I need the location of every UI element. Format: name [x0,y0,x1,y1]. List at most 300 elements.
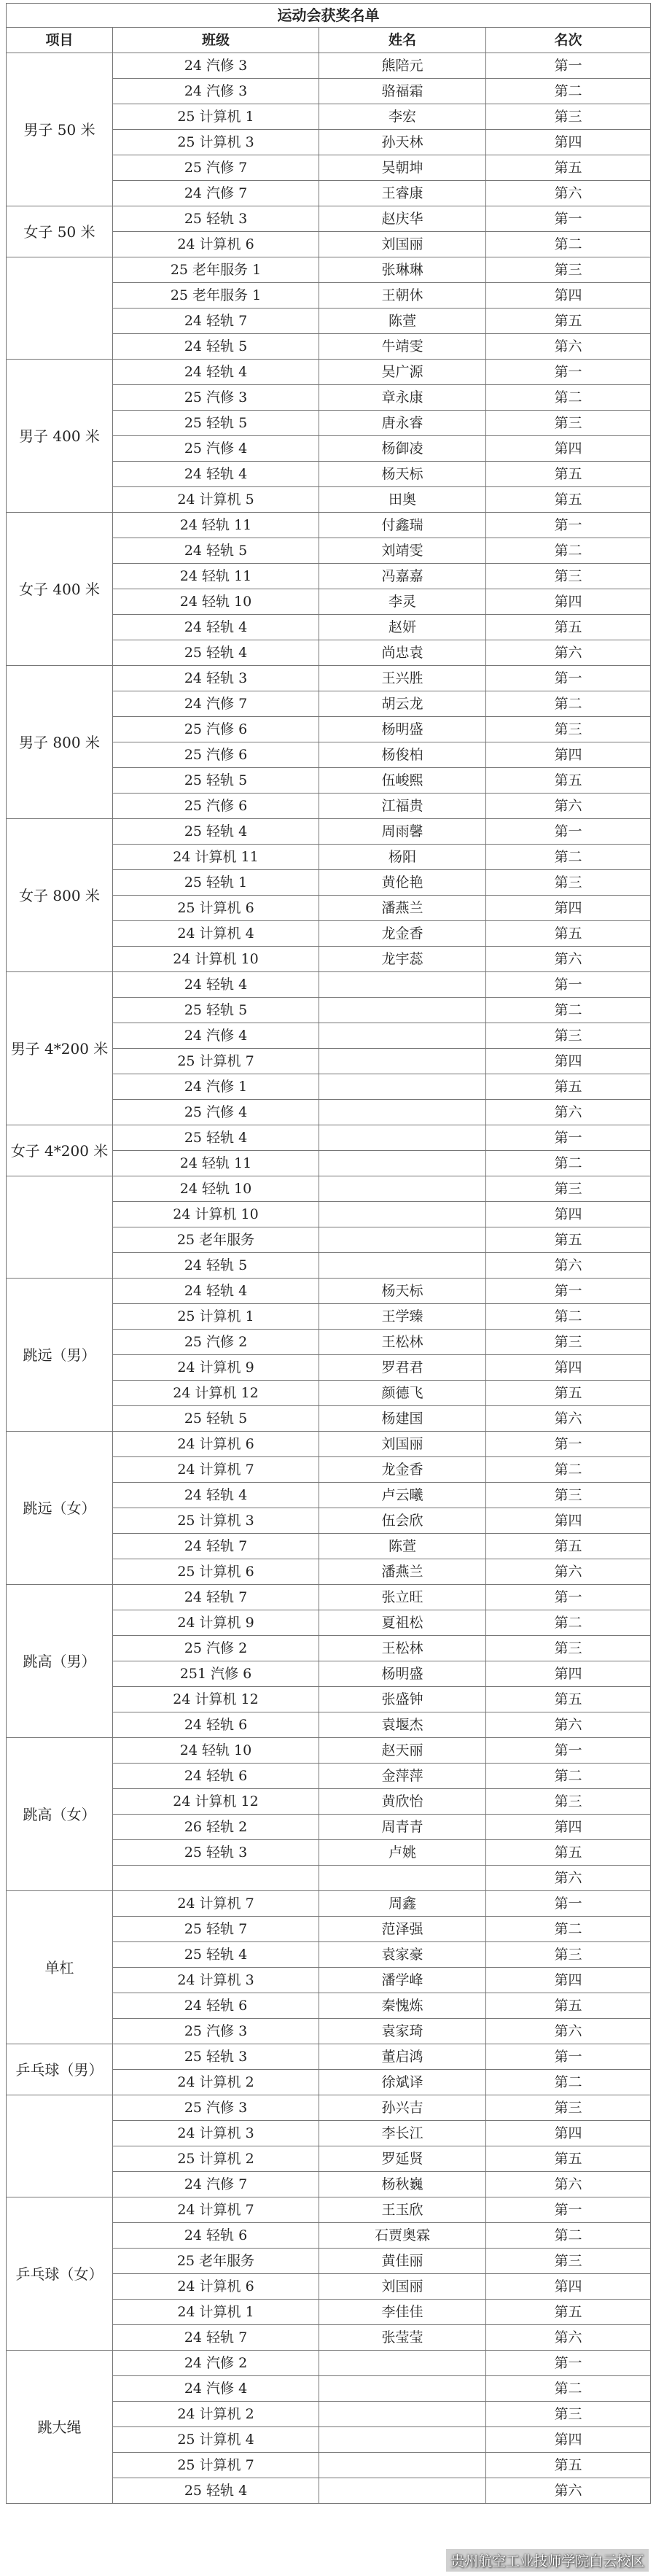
event-name-cell: 男子 800 米 [7,666,113,819]
class-cell: 24 计算机 12 [113,1687,319,1712]
student-name-cell [319,1125,486,1151]
rank-cell: 第一 [486,1125,651,1151]
class-cell: 25 计算机 6 [113,896,319,921]
table-row [7,2095,651,2121]
table-row [7,2351,651,2376]
rank-cell: 第三 [486,1176,651,1202]
rank-cell: 第五 [486,615,651,640]
rank-cell: 第一 [486,666,651,691]
rank-cell: 第二 [486,2223,651,2249]
class-cell: 24 轻轨 6 [113,1764,319,1789]
class-cell: 25 汽修 4 [113,1100,319,1125]
rank-cell: 第二 [486,845,651,870]
student-name-cell: 范泽强 [319,1917,486,1942]
student-name-cell: 袁家琦 [319,2019,486,2044]
student-name-cell: 黄欣怡 [319,1789,486,1815]
student-name-cell: 杨天标 [319,1279,486,1304]
rank-cell: 第一 [486,206,651,232]
student-name-cell: 冯嘉嘉 [319,564,486,589]
class-cell: 24 计算机 6 [113,232,319,257]
class-cell: 25 轻轨 1 [113,870,319,896]
student-name-cell [319,1227,486,1253]
class-cell: 24 计算机 5 [113,487,319,513]
student-name-cell: 罗延贤 [319,2146,486,2172]
rank-cell: 第三 [486,1789,651,1815]
rank-cell: 第三 [486,1483,651,1508]
student-name-cell: 赵天丽 [319,1738,486,1764]
event-name-cell: 乒乓球（女） [7,2197,113,2351]
student-name-cell: 田奥 [319,487,486,513]
rank-cell: 第四 [486,589,651,615]
rank-cell: 第三 [486,1023,651,1049]
student-name-cell: 王松林 [319,1636,486,1661]
header-event: 项目 [7,28,113,53]
class-cell: 24 汽修 4 [113,2376,319,2402]
event-name-cell: 跳大绳 [7,2351,113,2504]
table-row [7,513,651,538]
rank-cell: 第四 [486,2427,651,2453]
student-name-cell [319,1074,486,1100]
class-cell: 25 轻轨 5 [113,998,319,1023]
student-name-cell: 李灵 [319,589,486,615]
rank-cell: 第三 [486,104,651,130]
student-name-cell: 杨御凌 [319,436,486,462]
class-cell: 24 计算机 3 [113,1968,319,1993]
award-table [6,3,651,2504]
class-cell: 24 汽修 7 [113,181,319,206]
student-name-cell: 尚忠袁 [319,640,486,666]
class-cell: 24 轻轨 7 [113,1585,319,1610]
class-cell: 25 轻轨 7 [113,1917,319,1942]
rank-cell: 第一 [486,1738,651,1764]
table-row [7,819,651,845]
rank-cell: 第五 [486,1227,651,1253]
student-name-cell: 伍峻熙 [319,768,486,794]
rank-cell: 第六 [486,794,651,819]
class-cell: 24 轻轨 4 [113,1483,319,1508]
table-row [7,1891,651,1917]
class-cell: 24 轻轨 5 [113,1253,319,1279]
header-row [7,28,651,53]
event-name-cell: 跳高（男） [7,1585,113,1738]
class-cell: 24 计算机 7 [113,1457,319,1483]
student-name-cell: 刘国丽 [319,2274,486,2300]
rank-cell: 第四 [486,1508,651,1534]
rank-cell: 第三 [486,1330,651,1355]
class-cell: 24 轻轨 4 [113,972,319,998]
student-name-cell: 刘靖雯 [319,538,486,564]
rank-cell: 第二 [486,691,651,717]
student-name-cell: 王睿康 [319,181,486,206]
class-cell: 24 计算机 7 [113,1891,319,1917]
class-cell: 25 轻轨 4 [113,1125,319,1151]
event-name-cell: 男子 50 米 [7,53,113,206]
student-name-cell [319,1253,486,1279]
class-cell: 25 计算机 6 [113,1559,319,1585]
student-name-cell: 龙宇蕊 [319,947,486,972]
class-cell: 24 轻轨 7 [113,309,319,334]
rank-cell: 第二 [486,385,651,411]
event-name-cell: 男子 400 米 [7,360,113,513]
student-name-cell: 赵庆华 [319,206,486,232]
class-cell: 25 老年服务 1 [113,257,319,283]
table-row [7,2197,651,2223]
rank-cell: 第三 [486,2249,651,2274]
student-name-cell: 张琳琳 [319,257,486,283]
class-cell: 25 汽修 2 [113,1330,319,1355]
class-cell: 24 计算机 12 [113,1381,319,1406]
rank-cell: 第二 [486,2070,651,2095]
table-row [7,53,651,79]
rank-cell: 第一 [486,53,651,79]
rank-cell: 第六 [486,2172,651,2197]
rank-cell: 第四 [486,896,651,921]
class-cell: 24 轻轨 10 [113,589,319,615]
student-name-cell: 李佳佳 [319,2300,486,2325]
class-cell: 24 计算机 1 [113,2300,319,2325]
class-cell: 25 老年服务 1 [113,283,319,309]
class-cell: 25 轻轨 5 [113,411,319,436]
rank-cell: 第四 [486,1968,651,1993]
student-name-cell: 王松林 [319,1330,486,1355]
event-name-cell: 女子 800 米 [7,819,113,972]
rank-cell: 第二 [486,1764,651,1789]
event-name-cell [7,2095,113,2197]
student-name-cell: 黄佳丽 [319,2249,486,2274]
student-name-cell: 杨秋巍 [319,2172,486,2197]
class-cell: 24 汽修 7 [113,2172,319,2197]
class-cell: 24 轻轨 4 [113,1279,319,1304]
class-cell: 25 计算机 3 [113,130,319,155]
student-name-cell: 张盛钟 [319,1687,486,1712]
rank-cell: 第一 [486,513,651,538]
class-cell: 24 轻轨 4 [113,615,319,640]
class-cell: 24 轻轨 7 [113,1534,319,1559]
event-name-cell: 跳远（男） [7,1279,113,1432]
header-class: 班级 [113,28,319,53]
student-name-cell: 潘燕兰 [319,896,486,921]
class-cell: 24 轻轨 5 [113,334,319,360]
student-name-cell [319,1151,486,1176]
class-cell: 24 轻轨 6 [113,2223,319,2249]
class-cell: 25 汽修 6 [113,742,319,768]
table-row [7,1738,651,1764]
class-cell: 25 轻轨 3 [113,206,319,232]
rank-cell: 第五 [486,155,651,181]
student-name-cell: 袁家豪 [319,1942,486,1968]
class-cell: 25 汽修 3 [113,2019,319,2044]
event-name-cell: 单杠 [7,1891,113,2044]
student-name-cell: 黄伦艳 [319,870,486,896]
student-name-cell: 李宏 [319,104,486,130]
rank-cell: 第一 [486,2044,651,2070]
class-cell: 24 汽修 1 [113,1074,319,1100]
rank-cell: 第三 [486,2402,651,2427]
rank-cell: 第三 [486,1636,651,1661]
rank-cell: 第六 [486,2325,651,2351]
student-name-cell: 孙兴吉 [319,2095,486,2121]
event-name-cell [7,257,113,360]
rank-cell: 第四 [486,1202,651,1227]
rank-cell: 第六 [486,1559,651,1585]
event-name-cell: 女子 50 米 [7,206,113,257]
rank-cell: 第四 [486,130,651,155]
class-cell: 251 汽修 6 [113,1661,319,1687]
rank-cell: 第六 [486,1100,651,1125]
student-name-cell [319,998,486,1023]
rank-cell: 第二 [486,1304,651,1330]
rank-cell: 第四 [486,283,651,309]
rank-cell: 第五 [486,2146,651,2172]
class-cell: 24 汽修 7 [113,691,319,717]
class-cell: 25 汽修 3 [113,2095,319,2121]
table-row [7,1585,651,1610]
student-name-cell [319,2453,486,2478]
class-cell: 25 汽修 3 [113,385,319,411]
table-row [7,972,651,998]
event-name-cell: 女子 4*200 米 [7,1125,113,1176]
rank-cell: 第四 [486,1815,651,1840]
student-name-cell: 杨明盛 [319,717,486,742]
rank-cell: 第六 [486,640,651,666]
rank-cell: 第五 [486,1074,651,1100]
rank-cell: 第一 [486,1432,651,1457]
class-cell: 24 汽修 3 [113,53,319,79]
class-cell: 24 计算机 12 [113,1789,319,1815]
student-name-cell: 周雨馨 [319,819,486,845]
rank-cell: 第三 [486,1942,651,1968]
rank-cell: 第三 [486,870,651,896]
class-cell: 24 轻轨 11 [113,564,319,589]
table-title: 运动会获奖名单 [7,4,651,28]
class-cell: 25 轻轨 4 [113,640,319,666]
rank-cell: 第四 [486,436,651,462]
student-name-cell: 熊陪元 [319,53,486,79]
student-name-cell: 金萍萍 [319,1764,486,1789]
rank-cell: 第二 [486,2376,651,2402]
class-cell: 25 计算机 1 [113,104,319,130]
rank-cell: 第六 [486,334,651,360]
rank-cell: 第五 [486,1534,651,1559]
student-name-cell: 龙金香 [319,921,486,947]
student-name-cell: 陈萱 [319,1534,486,1559]
table-row [7,206,651,232]
student-name-cell: 吴朝坤 [319,155,486,181]
class-cell: 25 老年服务 [113,2249,319,2274]
rank-cell: 第六 [486,2478,651,2504]
student-name-cell: 夏祖松 [319,1610,486,1636]
rank-cell: 第六 [486,1712,651,1738]
rank-cell: 第五 [486,2300,651,2325]
class-cell: 25 计算机 7 [113,2453,319,2478]
rank-cell: 第二 [486,1917,651,1942]
event-name-cell: 女子 400 米 [7,513,113,666]
student-name-cell: 张立旺 [319,1585,486,1610]
rank-cell: 第四 [486,1355,651,1381]
student-name-cell [319,1176,486,1202]
rank-cell: 第六 [486,1866,651,1891]
rank-cell: 第四 [486,742,651,768]
event-name-cell: 跳高（女） [7,1738,113,1891]
rank-cell: 第三 [486,717,651,742]
student-name-cell: 李长江 [319,2121,486,2146]
table-row [7,1432,651,1457]
class-cell: 24 计算机 9 [113,1610,319,1636]
class-cell: 24 汽修 2 [113,2351,319,2376]
student-name-cell: 卢云曦 [319,1483,486,1508]
class-cell: 25 汽修 6 [113,717,319,742]
class-cell: 25 汽修 4 [113,436,319,462]
rank-cell: 第五 [486,1687,651,1712]
class-cell: 25 老年服务 [113,1227,319,1253]
student-name-cell: 杨明盛 [319,1661,486,1687]
student-name-cell: 杨俊柏 [319,742,486,768]
rank-cell: 第六 [486,2019,651,2044]
event-name-cell: 跳远（女） [7,1432,113,1585]
student-name-cell: 潘燕兰 [319,1559,486,1585]
table-row [7,666,651,691]
student-name-cell: 罗君君 [319,1355,486,1381]
student-name-cell: 伍会欣 [319,1508,486,1534]
class-cell: 25 计算机 3 [113,1508,319,1534]
rank-cell: 第一 [486,2351,651,2376]
student-name-cell: 潘学峰 [319,1968,486,1993]
rank-cell: 第三 [486,411,651,436]
class-cell: 24 轻轨 10 [113,1176,319,1202]
table-body [7,53,651,2504]
class-cell: 24 计算机 10 [113,1202,319,1227]
student-name-cell: 周鑫 [319,1891,486,1917]
student-name-cell: 吴广源 [319,360,486,385]
student-name-cell: 陈萱 [319,309,486,334]
event-name-cell [7,1176,113,1279]
rank-cell: 第五 [486,768,651,794]
student-name-cell: 杨天标 [319,462,486,487]
rank-cell: 第四 [486,1661,651,1687]
rank-cell: 第六 [486,947,651,972]
class-cell: 25 计算机 4 [113,2427,319,2453]
rank-cell: 第二 [486,1457,651,1483]
student-name-cell [319,1049,486,1074]
rank-cell: 第二 [486,1610,651,1636]
rank-cell: 第三 [486,2095,651,2121]
rank-cell: 第五 [486,462,651,487]
rank-cell: 第三 [486,257,651,283]
student-name-cell [319,1202,486,1227]
class-cell: 24 计算机 7 [113,2197,319,2223]
class-cell: 24 汽修 3 [113,79,319,104]
class-cell: 24 计算机 9 [113,1355,319,1381]
class-cell: 25 轻轨 3 [113,2044,319,2070]
rank-cell: 第一 [486,972,651,998]
class-cell: 24 计算机 2 [113,2070,319,2095]
student-name-cell: 孙天林 [319,130,486,155]
student-name-cell: 刘国丽 [319,232,486,257]
rank-cell: 第三 [486,564,651,589]
student-name-cell: 颜德飞 [319,1381,486,1406]
student-name-cell: 牛靖雯 [319,334,486,360]
rank-cell: 第一 [486,819,651,845]
student-name-cell: 张莹莹 [319,2325,486,2351]
class-cell: 24 轻轨 4 [113,360,319,385]
student-name-cell [319,2351,486,2376]
class-cell [113,1866,319,1891]
student-name-cell: 董启鸿 [319,2044,486,2070]
rank-cell: 第五 [486,309,651,334]
student-name-cell [319,972,486,998]
student-name-cell: 徐斌译 [319,2070,486,2095]
class-cell: 24 轻轨 5 [113,538,319,564]
class-cell: 24 轻轨 7 [113,2325,319,2351]
rank-cell: 第四 [486,2274,651,2300]
header-name: 姓名 [319,28,486,53]
student-name-cell: 秦愧炼 [319,1993,486,2019]
student-name-cell: 付鑫瑞 [319,513,486,538]
student-name-cell [319,2427,486,2453]
class-cell: 25 轻轨 5 [113,1406,319,1432]
rank-cell: 第五 [486,2453,651,2478]
student-name-cell: 卢姚 [319,1840,486,1866]
rank-cell: 第二 [486,1151,651,1176]
student-name-cell: 石贾奥霖 [319,2223,486,2249]
header-rank: 名次 [486,28,651,53]
class-cell: 25 轻轨 4 [113,2478,319,2504]
student-name-cell: 章永康 [319,385,486,411]
table-row [7,1176,651,1202]
rank-cell: 第二 [486,998,651,1023]
rank-cell: 第五 [486,1840,651,1866]
student-name-cell: 王兴胜 [319,666,486,691]
rank-cell: 第一 [486,1891,651,1917]
rank-cell: 第二 [486,79,651,104]
rank-cell: 第五 [486,1381,651,1406]
rank-cell: 第六 [486,1253,651,1279]
class-cell: 24 轻轨 10 [113,1738,319,1764]
student-name-cell: 周青青 [319,1815,486,1840]
student-name-cell: 刘国丽 [319,1432,486,1457]
class-cell: 24 计算机 6 [113,2274,319,2300]
class-cell: 25 汽修 6 [113,794,319,819]
class-cell: 24 轻轨 4 [113,462,319,487]
student-name-cell: 杨阳 [319,845,486,870]
class-cell: 24 计算机 6 [113,1432,319,1457]
table-row [7,2044,651,2070]
title-row [7,4,651,28]
class-cell: 25 轻轨 4 [113,819,319,845]
rank-cell: 第二 [486,538,651,564]
student-name-cell: 骆福霜 [319,79,486,104]
class-cell: 24 轻轨 6 [113,1712,319,1738]
class-cell: 25 汽修 2 [113,1636,319,1661]
class-cell: 25 计算机 1 [113,1304,319,1330]
rank-cell: 第五 [486,487,651,513]
class-cell: 24 轻轨 11 [113,513,319,538]
table-row [7,1279,651,1304]
class-cell: 25 汽修 7 [113,155,319,181]
student-name-cell: 胡云龙 [319,691,486,717]
student-name-cell [319,1100,486,1125]
class-cell: 24 轻轨 11 [113,1151,319,1176]
class-cell: 25 轻轨 4 [113,1942,319,1968]
student-name-cell [319,2402,486,2427]
table-row [7,257,651,283]
table-row [7,360,651,385]
class-cell: 24 计算机 3 [113,2121,319,2146]
student-name-cell: 赵妍 [319,615,486,640]
class-cell: 25 轻轨 5 [113,768,319,794]
rank-cell: 第一 [486,2197,651,2223]
rank-cell: 第一 [486,360,651,385]
